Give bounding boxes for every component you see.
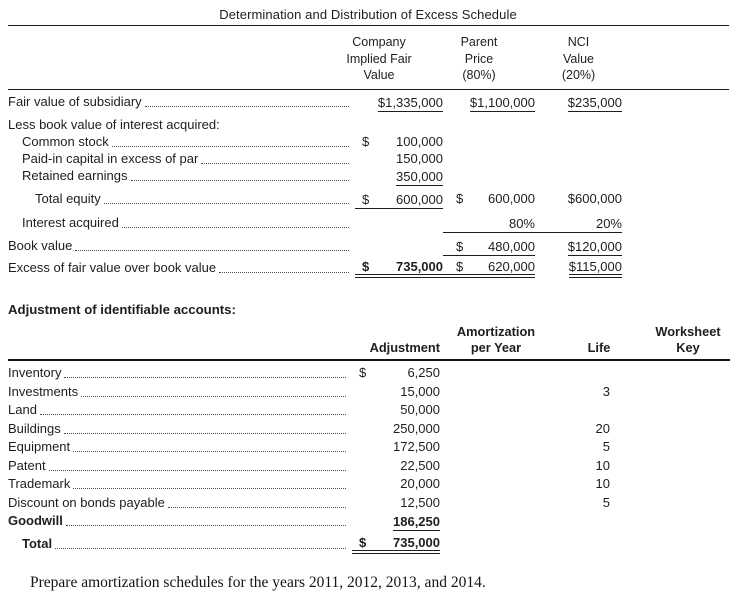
life-cell [552,458,646,476]
row-land [8,402,730,421]
col-header-line: Adjustment [369,339,440,355]
currency-sign: $ [362,258,370,274]
amount: 600,000 [488,190,535,206]
col-header-worksheet-key [646,324,730,358]
col-header-amortization [440,324,552,358]
header-rule [8,89,729,90]
dot-leader [168,507,346,508]
adjustment-value: 22,500 [400,457,440,473]
life-cell [552,384,646,402]
row-label: Trademark [8,476,71,491]
nci-cell [535,216,622,233]
dot-leader [64,433,346,434]
col-header-company [331,34,423,87]
schedule-header-row [8,34,622,87]
company-value [355,259,443,278]
dot-leader [64,377,346,378]
row-interest-acquired [8,216,622,233]
row-trademark [8,476,730,495]
row-equipment [8,439,730,458]
col-header-line: Key [676,339,700,355]
company-value: $1,335,000 [377,94,443,110]
col-header-adjustment [352,340,440,358]
adjustment-value: 12,500 [400,494,440,510]
col-header-line: Parent [460,35,498,49]
amount: 600,000 [396,191,443,207]
adjustment-cell [352,421,440,439]
adjustment-value: 20,000 [400,476,440,491]
row-label: Paid-in capital in excess of par [22,150,199,166]
row-total-equity [8,192,622,209]
row-label: Inventory [8,365,62,380]
company-cell [355,95,443,112]
dot-leader [73,488,346,489]
parent-value [443,239,535,256]
amount: 620,000 [488,258,535,274]
adjustment-cell [352,476,440,494]
currency-sign: $ [456,258,464,274]
instruction-text: Prepare amortization schedules for the years 2011, 2012, 2013, and 2014. [30,573,486,591]
company-cell [355,192,443,209]
dot-leader [66,525,346,526]
row-label: Discount on bonds payable [8,494,165,510]
col-header-line: (80%) [462,68,496,82]
ddes-table [0,95,736,278]
adjustment-cell [352,495,440,513]
row-fair-value [8,95,622,112]
adjustment-cell [352,384,440,402]
life-cell [552,439,646,457]
dot-leader [49,470,346,471]
row-label: Retained earnings [22,167,128,183]
row-label: Total equity [35,190,101,206]
adjustments-section-title: Adjustment of identifiable accounts: [8,301,236,317]
col-header-line: NCI [567,35,590,49]
row-common-stock [8,135,622,152]
row-paid-in-capital [8,152,622,169]
dot-leader [201,163,349,164]
amount: 735,000 [396,258,443,274]
nci-value: $600,000 [567,190,622,206]
col-header-line: per Year [470,339,522,355]
amount: 735,000 [393,534,440,550]
row-label: Less book value of interest acquired: [8,116,220,132]
life-value: 5 [602,494,610,510]
schedule-title: Determination and Distribution of Excess Schedule [219,7,517,22]
dot-leader [81,396,346,397]
dot-leader [145,106,349,107]
row-inventory [8,365,730,384]
dot-leader [122,227,349,228]
company-cell [355,259,443,278]
col-header-parent [423,34,525,87]
dot-leader [75,250,349,251]
dot-leader [104,203,349,204]
adjustment-value: 15,000 [400,383,440,399]
life-value: 5 [602,439,610,454]
amount: 100,000 [396,133,443,149]
row-investments [8,383,730,402]
nci-cell [535,259,622,278]
row-total [8,535,730,554]
adjustment-cell [352,439,440,457]
nci-value: $115,000 [569,259,622,278]
amount: 480,000 [488,238,535,254]
row-label: Common stock [22,133,109,149]
life-cell [552,476,646,494]
dot-leader [131,180,349,181]
parent-cell [443,216,535,233]
company-value [355,134,443,152]
parent-cell [443,95,535,112]
nci-cell [535,239,622,256]
company-cell [355,169,443,186]
adjustments-table [0,365,736,554]
row-book-value [8,239,622,256]
life-value: 20 [595,420,610,436]
amount: 6,250 [407,365,440,380]
currency-sign: $ [359,365,367,380]
company-value: 150,000 [396,150,443,166]
adjustment-cell [352,514,440,531]
life-value: 10 [595,457,610,473]
parent-cell [443,239,535,256]
row-label: Interest acquired [22,214,119,230]
life-cell [552,495,646,513]
col-header-line: Amortization [456,323,536,339]
nci-value: $235,000 [567,94,622,110]
adjustment-value: 250,000 [393,420,440,436]
dot-leader [40,414,346,415]
col-header-line: Value [562,51,595,66]
currency-sign: $ [362,133,370,149]
row-label: Buildings [8,420,61,436]
row-discount-bonds-payable [8,494,730,513]
company-value: 350,000 [396,168,443,184]
life-cell [552,421,646,439]
row-buildings [8,420,730,439]
col-header-life [552,340,646,358]
row-excess-fair-value [8,258,622,278]
adjustments-header-rule [8,359,730,361]
adjustment-value: 186,250 [393,514,440,529]
row-less-book-value [8,118,622,135]
row-label: Total [22,535,53,551]
dot-leader [219,272,349,273]
adjustment-cell [352,458,440,476]
company-cell [355,151,443,169]
parent-value: $1,100,000 [469,94,535,110]
dot-leader [73,451,346,452]
parent-value [443,191,535,209]
col-header-line: Company [352,35,406,49]
parent-value: 80% [443,216,535,233]
adjustment-value: 172,500 [393,439,440,454]
currency-sign: $ [456,190,464,206]
nci-cell [535,95,622,112]
nci-value: $120,000 [567,238,622,254]
adjustments-header-row [8,324,730,358]
row-label: Fair value of subsidiary [8,93,142,109]
parent-cell [443,191,535,209]
col-header-nci [525,34,622,87]
col-header-line: Value [363,68,395,82]
row-label: Investments [8,383,79,399]
adjustment-cell [352,402,440,420]
col-header-line: Implied Fair [346,51,412,66]
row-label: Excess of fair value over book value [8,259,217,275]
company-cell [355,134,443,152]
adjustment-value [352,535,440,554]
adjustment-value [352,365,440,383]
currency-sign: $ [359,534,367,550]
row-label: Book value [8,237,73,253]
nci-cell [535,191,622,209]
life-value: 10 [595,476,610,491]
row-label: Patent [8,457,46,473]
adjustment-cell [352,535,440,554]
dot-leader [112,146,349,147]
parent-cell [443,259,535,278]
company-value [355,192,443,209]
row-retained-earnings [8,169,622,186]
nci-value: 20% [535,216,622,233]
col-header-line: Worksheet [655,323,721,339]
col-header-line: (20%) [561,68,596,82]
row-label: Equipment [8,439,71,454]
adjustment-cell [352,365,440,383]
col-header-line: Life [587,339,611,355]
dot-leader [55,548,346,549]
adjustment-value: 50,000 [400,402,440,417]
parent-value [443,259,535,278]
row-patent [8,457,730,476]
col-header-line: Price [464,51,494,66]
currency-sign: $ [362,191,370,207]
life-value: 3 [602,383,610,399]
row-label: Goodwill [8,513,63,528]
row-goodwill [8,513,730,532]
row-label: Land [8,402,37,417]
currency-sign: $ [456,238,464,254]
title-rule [8,25,729,26]
